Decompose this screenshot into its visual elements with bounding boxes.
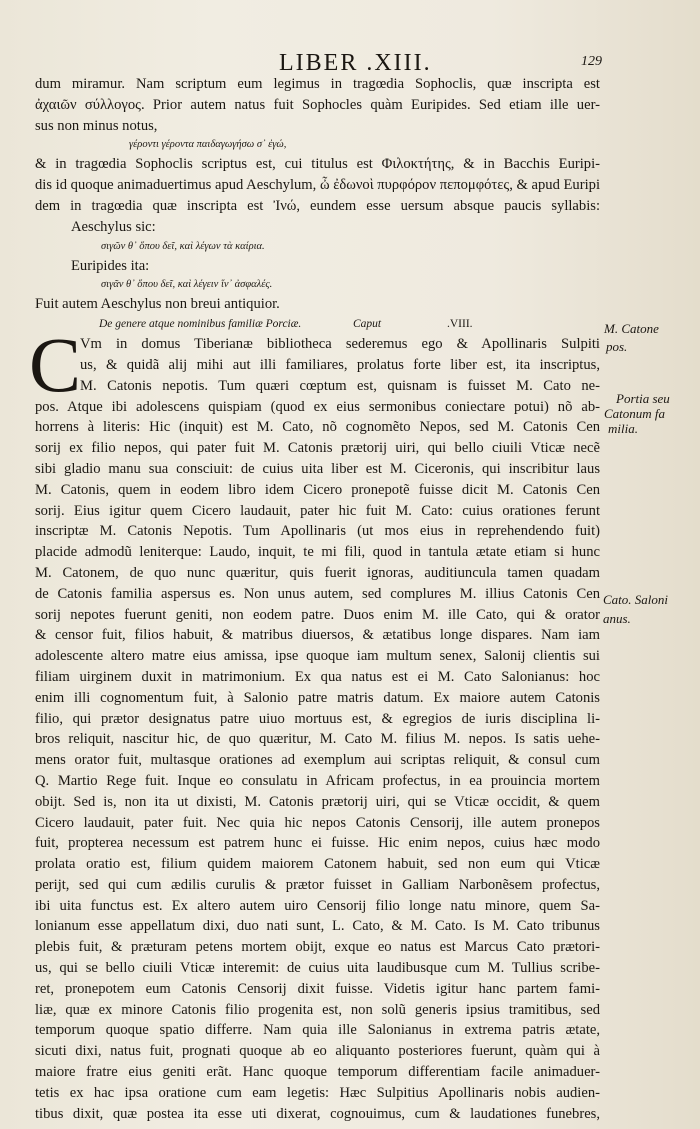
text-line: fuit, propterea necessum est patrem hunc ei fuisse. Hic enim nepos, cuius hæc modo xyxy=(35,835,600,852)
text-line: Aeschylus sic: xyxy=(71,218,156,235)
text-line: temporum quoque spatio differre. Nam quia ille Salonianus in extrema patris ætate, xyxy=(35,1022,600,1039)
text-line: Euripides ita: xyxy=(71,257,150,274)
text-line: horrens à literis: Hic (inquit) est M. Cato, nõ cognomẽto Nepos, sed M. Catonis Cen xyxy=(35,419,600,436)
text-line: sibi gladio manu sua consciuit: de cuius uita liber est M. Ciceronis, qui inscribitur laus xyxy=(35,460,600,477)
text-line: lonianum esse appellatum dixi, duo nati sunt, L. Cato, & M. Cato. Is M. Cato tribunus xyxy=(35,918,600,935)
margin-note-cato-salonianus: Cato. Saloni anus. xyxy=(603,592,669,626)
text-line: obijt. Sed is, non ita ut dixisti, M. Catonis prætorij uiri, qui se Vticæ occidit, & quem xyxy=(35,793,600,810)
chapter-heading xyxy=(35,315,600,334)
text-line: placide admodũ leniterque: Laudo, inquit, te mi fili, quod in tantula ætate etiam si hunc xyxy=(35,544,600,561)
margin-note-cato-nepos: M. Catone pos. xyxy=(604,321,659,354)
greek-verse: γέροντι γέροντα παιδαγωγήσω σ᾽ ἐγώ, xyxy=(129,139,287,151)
chapter-number: .VIII. xyxy=(447,318,473,331)
text-line: sicuti dixi, natus fuit, prognati quoque ab eo aliquanto posteriores fuerunt, quàm qui à xyxy=(35,1043,600,1060)
drop-cap: C xyxy=(29,321,82,409)
text-line: inscriptæ M. Catonis Nepotis. Tum Apollinaris (ut mos eius in reprehendendo fuit) xyxy=(35,523,600,540)
text-line: Q. Martio Rege fuit. Inque eo consulatu in Africam profectus, in ea prouincia mortem xyxy=(35,772,600,789)
text-line: ἀχαιῶν σύλλογος. Prior autem natus fuit Sophocles quàm Euripides. Sed etiam ille uer- xyxy=(35,96,600,113)
text-line: enim illi cognomentum fuit, à Salonio patre matris datum. Ex maiore autem Catonis xyxy=(35,689,600,706)
text-line: pos. Atque ibi adolescens quispiam (quod ex eius sermonibus coniectare potui) nõ ab- xyxy=(35,398,600,415)
text-line: dum miramur. Nam scriptum eum legimus in tragœdia Sophoclis, quæ inscripta est xyxy=(35,76,600,92)
folio-number: 129 xyxy=(581,54,602,69)
text-line: liæ, quæ ex minore Catonis filio progenita est, non solũ generis ipsius tramitibus, sed xyxy=(35,1001,600,1018)
text-line: us, qui se bello ciuili Vticæ interemit: de cuius uita laudibusque cum M. Tullius scribe- xyxy=(35,960,600,977)
margin-note-portia: Portia seu Catonum fa milia. xyxy=(604,391,670,436)
text-line: Vm in domus Tiberianæ bibliotheca sederemus ego & Apollinaris Sulpiti xyxy=(80,336,600,353)
text-line: sorij. Eius igitur quem Cicero laudauit, pater hic fuit M. Cato: cuius orationes ferunt xyxy=(35,502,600,519)
text-line: maiore fratre eius geniti erãt. Hanc quoque temporum differentiam facile animaduer- xyxy=(35,1064,600,1081)
text-line: & in tragœdia Sophoclis scriptus est, cui titulus est Φιλοκτήτης, & in Bacchis Euripi- xyxy=(35,156,600,173)
greek-verse: σιγῶν θ᾽ ὅπου δεῖ, καὶ λέγων τὰ καίρια. xyxy=(101,240,265,252)
text-line: ibi uita functus est. Ex altero autem uiro Censorij filio longe natu minore, quem Sa- xyxy=(35,897,600,914)
text-line: prolata oratio est, filium quidem maiorem Catonem habuit, sed non eum qui Vticæ xyxy=(35,856,600,873)
greek-verse: σιγᾶν θ᾽ ὅπου δεῖ, καὶ λέγειν ἵν᾽ ἀσφαλές. xyxy=(101,279,273,291)
text-line: M. Catonis, quem in eodem libro idem Cicero pronepotẽ fuisse dicit M. Catonis Cen xyxy=(35,481,600,498)
text-line: ret, pronepotem eum Catonis Censorij dixit fuisse. Videtis igitur hanc partem fami- xyxy=(35,980,600,997)
text-line: plebis fuit, & præturam petens mortem obijt, exque eo natus est Marcus Cato prætori- xyxy=(35,939,600,956)
text-line: adolescente altero matre eius amissa, ipse quoque iam multum senex, Salonij clientis sui xyxy=(35,648,600,665)
text-line: tibus dixit, quæ postea ita esse uti dixerat, cognouimus, cum & laudationes funebres, xyxy=(35,1105,600,1122)
running-head: LIBER .XIII. xyxy=(279,50,432,76)
text-line: de Catonis familia aspersus es. Non unus autem, sed complures M. illius Catonis Cen xyxy=(35,585,600,602)
text-line: sorij nepotes fuerunt geniti, non eodem patre. Duos enim M. ille Cato, qui & orator xyxy=(35,606,600,623)
text-line: mens orator fuit, multasque orationes ad exemplum aui scriptas reliquit, & consul cum xyxy=(35,752,600,769)
text-line: dem in tragœdia quæ inscripta est Ἰνώ, eundem esse uersum absque paucis syllabis: xyxy=(35,197,600,214)
text-line: tetis ex hac ipsa oratione cum eam legetis: Hæc Sulpitius Apollinaris nobis audien- xyxy=(35,1084,600,1101)
text-line: bros reliquit, nascitur hic, de quo quæritur, M. Cato M. filius M. nepos. Is satis uehe- xyxy=(35,731,600,748)
text-line: sorij ex filio nepos, qui pater fuit M. Catonis prætorij uiri, qui bello ciuili Vticæ necẽ xyxy=(35,440,600,457)
text-line: dis id quoque animaduertimus apud Aeschylum, ὦ ἐδωνοὶ πυρφόρον πεπομφότες, & apud Euripi xyxy=(35,177,600,194)
text-block xyxy=(29,74,600,1124)
text-line: & censor fuit, filios habuit, & matribus diuersos, & ætatibus longe dispares. Nam iam xyxy=(35,627,600,644)
text-line: Cicero laudauit, pater fuit. Nec quia hic nepos Catonis Censorij, ille autem pronepos xyxy=(35,814,600,831)
text-line: perijt, sed qui cum ædilis curulis & prætor fuisset in Galliam Narbonẽsem profectus, xyxy=(35,876,600,893)
text-line: sus non minus notus, xyxy=(35,117,158,134)
text-line: us, & quidã alij mihi aut illi familiares, prolatus forte liber est, ita inscriptus, xyxy=(80,356,600,373)
chapter-label: Caput xyxy=(353,318,382,331)
text-line: Fuit autem Aeschylus non breui antiquior. xyxy=(35,296,280,313)
text-line: M. Catonis nepotis. Tum quæri cœptum est, quisnam is fuisset M. Cato ne- xyxy=(80,377,600,394)
text-line: M. Catonem, de quo nunc quæritur, quis fuerit ignoras, auditiuncula tamen quadam xyxy=(35,564,600,581)
text-line: filiam uirginem duxit in matrimonium. Ex qua natus est ei M. Cato Salonianus: hoc xyxy=(35,668,600,685)
chapter-title: De genere atque nominibus familiæ Porciæ. xyxy=(99,318,302,331)
text-line: filio, qui prætor designatus patre uiuo mortuus est, & egregios de iuris disciplina li- xyxy=(35,710,600,727)
